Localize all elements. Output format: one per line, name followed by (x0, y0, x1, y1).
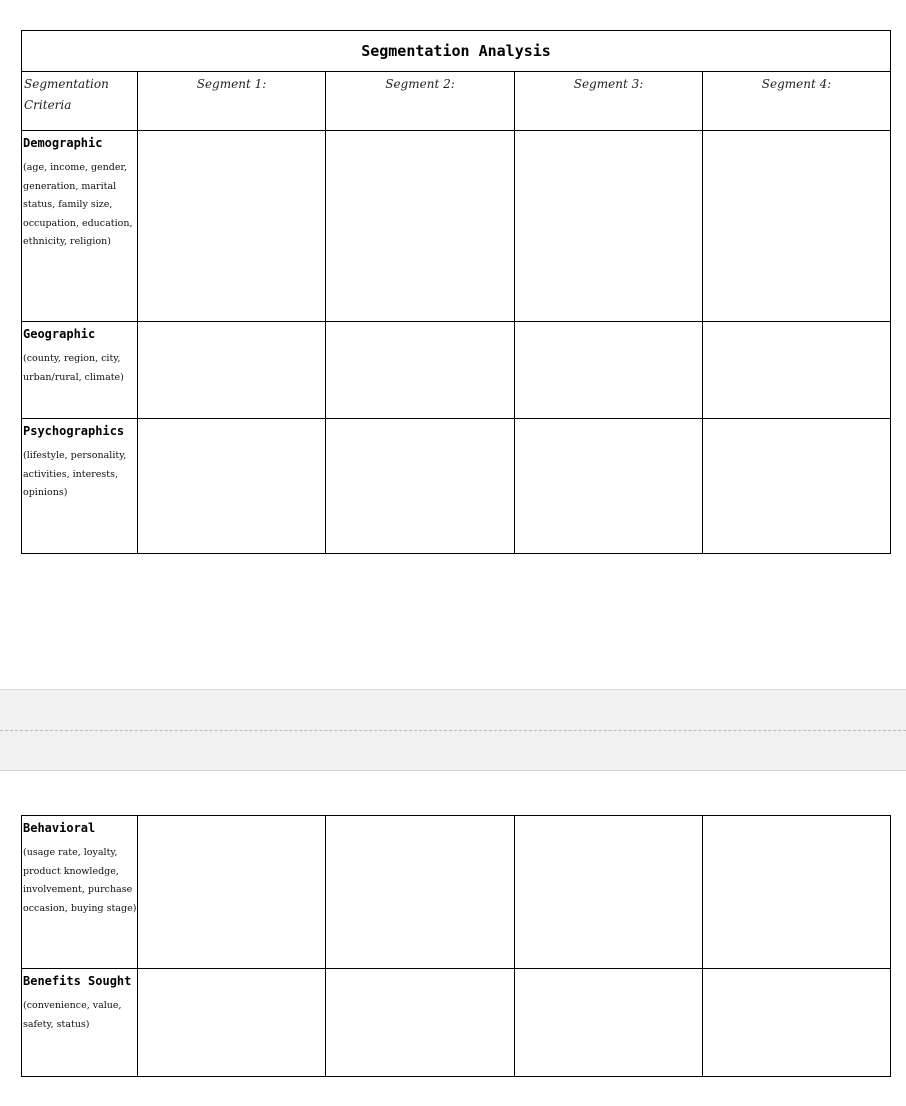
table-row-benefits-sought (22, 969, 891, 1077)
segment-4-cell[interactable] (703, 131, 891, 322)
page-break-line (0, 730, 906, 731)
segment-3-cell[interactable] (515, 969, 703, 1077)
segment-2-cell[interactable] (326, 816, 515, 969)
table-title: Segmentation Analysis (22, 31, 891, 72)
segment-1-cell[interactable] (138, 322, 326, 419)
segment-4-cell[interactable] (703, 969, 891, 1077)
criteria-name: Psychographics (23, 424, 125, 438)
criteria-cell (22, 816, 138, 969)
criteria-name: Geographic (23, 327, 96, 341)
criteria-header: Segmentation Criteria (22, 72, 138, 131)
criteria-cell (22, 419, 138, 554)
segment-2-cell[interactable] (326, 131, 515, 322)
segment-4-cell[interactable] (703, 322, 891, 419)
segment-2-header: Segment 2: (326, 72, 515, 131)
page-break (0, 689, 906, 771)
segment-1-cell[interactable] (138, 419, 326, 554)
table-row-behavioral (22, 816, 891, 969)
segment-3-cell[interactable] (515, 419, 703, 554)
segment-1-cell[interactable] (138, 816, 326, 969)
criteria-cell (22, 322, 138, 419)
segment-1-header: Segment 1: (138, 72, 326, 131)
criteria-name: Demographic (23, 136, 103, 150)
header-row (22, 72, 891, 131)
criteria-cell (22, 131, 138, 322)
criteria-description: (usage rate, loyalty, product knowledge, involvement, purchase occasion, buying stage) (23, 847, 137, 914)
criteria-description: (county, region, city, urban/rural, climate) (23, 353, 124, 383)
segment-2-cell[interactable] (326, 969, 515, 1077)
segmentation-table (21, 30, 891, 554)
criteria-description: (lifestyle, personality, activities, interests, opinions) (23, 450, 127, 498)
segment-2-cell[interactable] (326, 322, 515, 419)
segment-3-cell[interactable] (515, 131, 703, 322)
criteria-cell (22, 969, 138, 1077)
segment-3-cell[interactable] (515, 322, 703, 419)
segment-3-header: Segment 3: (515, 72, 703, 131)
segment-1-cell[interactable] (138, 131, 326, 322)
table-row-psychographics (22, 419, 891, 554)
criteria-name: Behavioral (23, 821, 96, 835)
criteria-description: (age, income, gender, generation, marital status, family size, occupation, education, ethnicity, religion) (23, 162, 133, 247)
table-row-demographic (22, 131, 891, 322)
table-row-geographic (22, 322, 891, 419)
segment-2-cell[interactable] (326, 419, 515, 554)
criteria-description: (convenience, value, safety, status) (23, 1000, 122, 1030)
segment-4-cell[interactable] (703, 816, 891, 969)
segment-1-cell[interactable] (138, 969, 326, 1077)
segment-4-header: Segment 4: (703, 72, 891, 131)
criteria-name: Benefits Sought (23, 974, 132, 988)
segmentation-table-continued (21, 815, 891, 1077)
segment-4-cell[interactable] (703, 419, 891, 554)
segment-3-cell[interactable] (515, 816, 703, 969)
